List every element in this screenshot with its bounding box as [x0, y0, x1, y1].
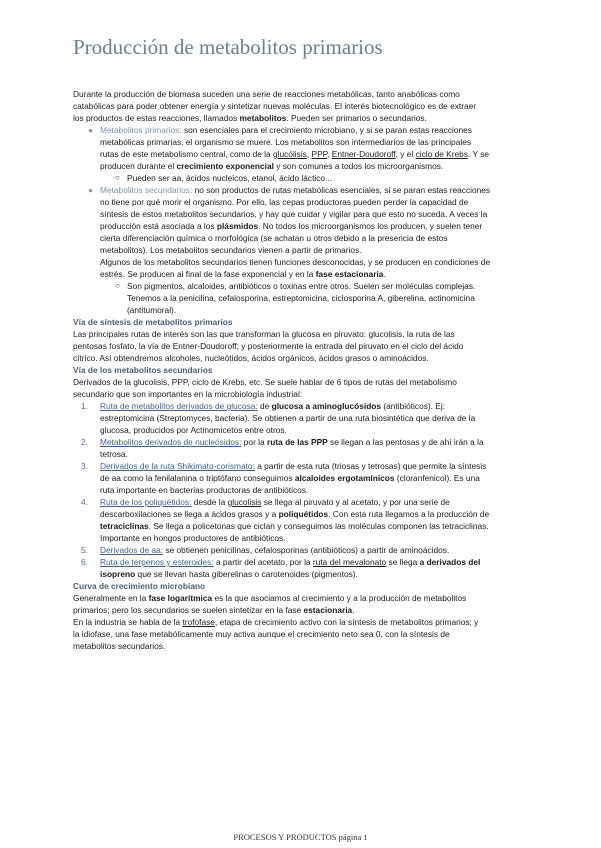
text-line: metabólicas primarias, el organismo se muere. Los metabolitos son intermediarios de las principales	[100, 137, 472, 147]
text-line	[100, 460, 573, 472]
text-line: síntesis de estos metabolitos secundarios, y hay que cuidar y vigilar para que esto no suceda. A veces la	[100, 209, 488, 219]
text-run: a partir de esta ruta (triosas y tetrosas) que permite la síntesis	[254, 461, 487, 471]
link-ppp[interactable]: PPP	[311, 149, 328, 159]
text-run: primarios; pero los secundarios se suelen sintetizar en la fase	[73, 605, 304, 615]
text-run: no son productos de rutas metabólicas esenciales, si se paran estas reacciones	[192, 185, 491, 195]
link-ruta-glucosa[interactable]: Ruta de metabolitos derivados de glucosa:	[100, 401, 258, 411]
list-number: 1.	[81, 401, 88, 411]
text-run: a partir del acetato, por la	[213, 557, 313, 567]
text-line: metabolitos secundarios.	[73, 641, 166, 651]
numbered-item-3	[73, 460, 573, 496]
text-run: se llega	[386, 557, 420, 567]
text-run: .	[352, 605, 355, 615]
text-line: Derivados de la glucolisis, PPP, ciclo de Krebs, etc. Se suele hablar de 6 tipos de rutas del metabolismo	[73, 377, 457, 387]
text-line: Las principales rutas de interés son las que transforman la glucosa en piruvato: glucolisis, la ruta de las	[73, 329, 455, 339]
list-number: 2.	[81, 437, 88, 447]
text-run: es la que asociamos al crecimiento y a la producción de metabolitos	[212, 593, 467, 603]
text-line: tetrosa.	[100, 449, 128, 459]
text-line	[100, 568, 573, 580]
text-line: Tenemos a la penicilina, cefalosporina, estreptomicina, ciclosporina A, giberelina, actinomicina	[127, 293, 475, 303]
numbered-item-6	[73, 556, 573, 580]
page-title: Producción de metabolitos primarios	[73, 35, 383, 59]
link-mevalonato[interactable]: ruta del mevalonato	[312, 557, 387, 567]
text-line	[100, 160, 573, 172]
link-glucolisis[interactable]: glucolisis	[227, 497, 262, 507]
text-line	[100, 472, 573, 484]
bullet-icon: ●	[88, 185, 94, 195]
text-run: descarboxilaciones se llega a ácidos grasos y a	[100, 509, 279, 519]
text-run: .	[383, 269, 386, 279]
link-derivados-aa[interactable]: Derivados de aa:	[100, 545, 164, 555]
text-line: pentosas fosfato, la vía de Entner-Doudoroff; y posteriormente la entrada del piruvato en el ciclo del ácido	[73, 341, 464, 351]
text-run: producción está asociada a los	[100, 221, 217, 231]
document-body	[73, 88, 573, 652]
text-line: cítrico. Así obtendremos alcoholes, nucleótidos, ácidos orgánicos, ácidos grasos o aminoácidos.	[73, 353, 429, 363]
bold-term: glucosa a aminoglucósidos	[271, 401, 382, 411]
text-line: glucosa, producidos por Actinomicetos entre otros.	[100, 425, 287, 435]
link-krebs[interactable]: ciclo de Krebs	[415, 149, 468, 159]
text-line	[100, 124, 573, 136]
link-nucleosidos[interactable]: Metabolitos derivados de nucleósidos:	[100, 437, 242, 447]
text-run: . Se llega a policetonas que ciclan y conseguimos las moléculas componen las tetraciclinas.	[148, 521, 489, 531]
section-heading: Vía de los metabolitos secundarios	[73, 365, 213, 375]
text-line: Pueden ser aa, ácidos nucleicos, etanol, ácido láctico...	[127, 173, 333, 183]
paragraph	[73, 592, 573, 652]
text-run: se llegan a las pentosas y de ahí irán a la	[327, 437, 484, 447]
text-run: (cloranfenicol). Es una	[394, 473, 480, 483]
link-trofofase[interactable]: trofofase	[182, 617, 215, 627]
text-line	[100, 520, 573, 532]
text-line	[100, 268, 573, 280]
text-run: . Pueden ser primarios o secundarios.	[286, 113, 427, 123]
bold-term: crecimiento exponencial	[176, 161, 274, 171]
list-item-primarios	[73, 124, 573, 172]
bold-term: ruta de las PPP	[266, 437, 328, 447]
text-run: (antibióticos). Ej:	[381, 401, 446, 411]
text-run: Generalmente en la	[73, 593, 149, 603]
bullet-icon: ●	[88, 125, 94, 135]
text-run: se obtienen penicilinas, cefalosporinas (antibióticos) a partir de aminoácidos.	[163, 545, 450, 555]
link-entner[interactable]: Entner-Doudoroff	[331, 149, 396, 159]
text-run: producen durante el	[100, 161, 177, 171]
text-line	[100, 508, 573, 520]
text-line	[100, 556, 573, 568]
sub-list-item	[73, 280, 573, 316]
text-line	[73, 592, 573, 604]
numbered-item-5	[73, 544, 573, 556]
paragraph	[73, 328, 573, 364]
bold-term: isopreno	[100, 569, 136, 579]
text-run: , etapa de crecimiento activo con la síntesis de metabolitos primarios; y	[214, 617, 479, 627]
text-line	[73, 616, 573, 628]
sub-list-item	[73, 172, 573, 184]
list-number: 5.	[81, 545, 88, 555]
bold-term: a derivados del	[419, 557, 481, 567]
link-poliquetidos[interactable]: Ruta de los poliquétidos:	[100, 497, 192, 507]
text-line	[100, 400, 573, 412]
list-item-secundarios	[73, 184, 573, 280]
text-run: de aa como la fenilalanina o triptófano conseguimos	[100, 473, 295, 483]
text-line: Importante en hongos productores de antibióticos.	[100, 533, 286, 543]
list-number: 3.	[81, 461, 88, 471]
numbered-item-4	[73, 496, 573, 544]
text-run: estrés. Se producen al final de la fase exponencial y en la	[100, 269, 316, 279]
text-run: . No todos los microorganismos los producen, y suelen tener	[258, 221, 483, 231]
list-number: 4.	[81, 497, 88, 507]
text-run: y son comunes a todos los microorganismos.	[273, 161, 444, 171]
section-heading: Vía de síntesis de metabolitos primarios	[73, 317, 233, 327]
text-line: Algunos de los metabolitos secundarios tienen funciones desconocidas, y se producen en condiciones de	[100, 257, 491, 267]
text-line: secundario que son importantes en la microbiología industrial:	[73, 389, 303, 399]
text-line	[73, 604, 573, 616]
text-run: En la industria se habla de la	[73, 617, 183, 627]
circle-bullet-icon: ○	[115, 281, 120, 290]
text-line	[100, 496, 573, 508]
text-run: que se llevan hasta giberelinas o carotenoides (pigmentos).	[135, 569, 358, 579]
text-line: metabolitos). Los metabolitos secundarios vienen a partir de primarios.	[100, 245, 362, 255]
text-line: cierta diferenciación química o morfológica (se achatan u otros debido a la presencia de estos	[100, 233, 448, 243]
text-line	[100, 220, 573, 232]
circle-bullet-icon: ○	[115, 173, 120, 182]
bold-term: poliquétidos	[278, 509, 329, 519]
text-line: estreptomicina (Streptomyces, bacteria). Se obtienen a partir de una ruta biosintética que deriva de la	[100, 413, 476, 423]
bold-term: fase logarítmica	[148, 593, 213, 603]
list-number: 6.	[81, 557, 88, 567]
text-run: . Con esta ruta llegamos a la producción de	[328, 509, 490, 519]
numbered-item-2	[73, 436, 573, 460]
numbered-item-1	[73, 400, 573, 436]
section-heading: Curva de crecimiento microbiano	[73, 581, 206, 591]
text-line: (antitumoral).	[127, 305, 177, 315]
text-run: de	[257, 401, 272, 411]
bold-term: alcaloides ergotamínicos	[294, 473, 395, 483]
text-line	[100, 544, 573, 556]
text-line: ruta importante en bacterias productoras de antibióticos.	[100, 485, 309, 495]
text-line	[100, 184, 573, 196]
text-line: rutas de este metabolismo central, como de la glucólisis, PPP, Entner-Doudoroff, y el ciclo de Krebs. Y se	[100, 149, 490, 159]
bold-term: plásmidos	[216, 221, 259, 231]
link-shikimato[interactable]: Derivados de la ruta Shikimato-corismato:	[100, 461, 255, 471]
link-terpenos[interactable]: Ruta de terpenos y esteroides:	[100, 557, 214, 567]
text-run: los productos de estas reacciones, llamados	[73, 113, 240, 123]
bold-term: tetraciclinas	[100, 521, 149, 531]
text-run: desde la	[191, 497, 228, 507]
text-run: rutas de este metabolismo central, como de la	[100, 149, 273, 159]
bold-term: estacionaria	[303, 605, 353, 615]
page-footer: PROCESOS Y PRODUCTOS página 1	[233, 832, 368, 842]
text-run: se llega al piruvato y al acetato, y por una serie de	[261, 497, 450, 507]
text-line: Son pigmentos, alcaloides, antibióticos o toxinas entre otros. Suelen ser moléculas complejas.	[127, 281, 476, 291]
intro-paragraph	[73, 88, 573, 124]
text-line: la idiofase, una fase metabólicamente muy activa aunque el crecimiento neto sea 0, con la síntesis de	[73, 629, 450, 639]
term-label: Metabolitos primarios:	[100, 125, 182, 135]
text-line: no tiene por qué morir el organismo. Por ello, las cepas productoras pueden perder la capacidad de	[100, 197, 469, 207]
text-line: Durante la producción de biomasa suceden una serie de reacciones metabólicas, tanto anabólicas como	[73, 89, 460, 99]
text-run: . Y se	[467, 149, 490, 159]
text-line: catabólicas para poder obtener energía y sintetizar nuevas moléculas. El interés biotecnológico es de extraer	[73, 101, 477, 111]
paragraph	[73, 376, 573, 400]
term-label: Metabolitos secundarios:	[100, 185, 193, 195]
text-run: por la	[241, 437, 267, 447]
text-run: son esenciales para el crecimiento microbiano, y si se paran estas reacciones	[181, 125, 472, 135]
bold-term: fase estacionaria	[315, 269, 384, 279]
text-line	[73, 112, 573, 124]
link-glucolisis[interactable]: glucólisis	[273, 149, 307, 159]
bold-term: metabolitos	[239, 113, 287, 123]
text-line	[100, 436, 573, 448]
